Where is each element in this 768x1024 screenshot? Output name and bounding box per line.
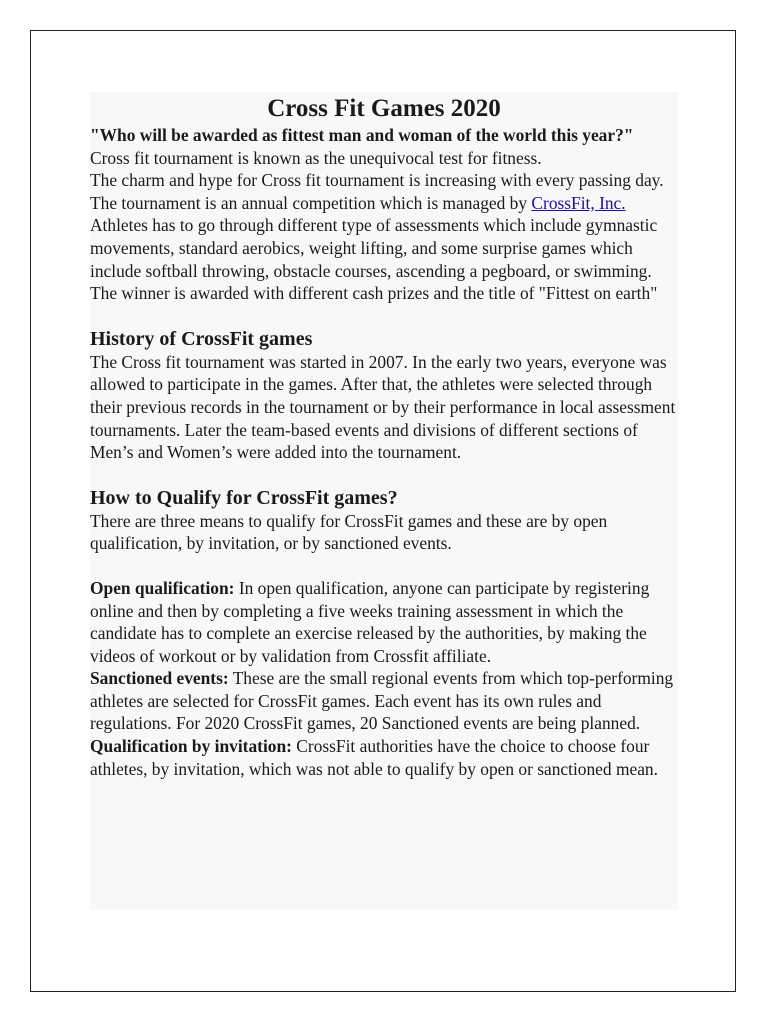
open-qualification-text: In open qualification, anyone can participate by registering online and then by completing a five weeks training assessment in which the candidate has to complete an exercise released by the authorities, by making the videos of workout or by validation from Crossfit affiliate. bbox=[90, 577, 650, 666]
invitation-text: CrossFit authorities have the choice to choose four athletes, by invitation, which was not able to qualify by open or sanctioned mean. bbox=[90, 736, 658, 779]
headline-question: "Who will be awarded as fittest man and woman of the world this year?" bbox=[90, 125, 634, 145]
document-content bbox=[90, 92, 678, 910]
open-qualification-label: Open qualification: bbox=[90, 577, 235, 598]
page-title: Cross Fit Games 2020 bbox=[267, 95, 501, 122]
spacer bbox=[90, 305, 678, 327]
invitation-label: Qualification by invitation: bbox=[90, 736, 292, 757]
history-paragraph: The Cross fit tournament was started in 2007. In the early two years, everyone was allowed to participate in the games. After that, the athletes were selected through their previous records in the tournament or by their performance in local assessment tournaments. Later the team-based events and divisions of different sections of Men’s and Women’s were added into the tournament. bbox=[90, 351, 676, 463]
intro-paragraph bbox=[90, 169, 678, 305]
spacer bbox=[90, 464, 678, 486]
qualify-heading: How to Qualify for CrossFit games? bbox=[90, 486, 398, 509]
intro-line: Cross fit tournament is known as the unequivocal test for fitness. bbox=[90, 147, 542, 168]
intro-text-after-link: Athletes has to go through different type of assessments which include gymnastic movements, standard aerobics, weight lifting, and some surprise games which include softball throwing, obstacle courses, ascending a pegboard, or swimming. The winner is awarded with different cash prizes and the title of "Fittest on earth" bbox=[90, 215, 658, 304]
invitation-paragraph bbox=[90, 735, 678, 780]
crossfit-inc-link[interactable]: CrossFit, Inc. bbox=[531, 192, 626, 213]
sanctioned-events-paragraph bbox=[90, 667, 678, 735]
qualify-paragraph: There are three means to qualify for CrossFit games and these are by open qualification, by invitation, or by sanctioned events. bbox=[90, 510, 608, 554]
sanctioned-events-text: These are the small regional events from which top-performing athletes are selected for CrossFit games. Each event has its own rules and regulations. For 2020 CrossFit games, 20 Sanctioned events are being planned. bbox=[90, 668, 674, 734]
open-qualification-paragraph bbox=[90, 577, 678, 667]
spacer bbox=[90, 555, 678, 577]
intro-text-before-link: The charm and hype for Cross fit tournament is increasing with every passing day. The tournament is an annual competition which is managed by bbox=[90, 170, 664, 213]
sanctioned-events-label: Sanctioned events: bbox=[90, 668, 229, 689]
history-heading: History of CrossFit games bbox=[90, 327, 313, 350]
